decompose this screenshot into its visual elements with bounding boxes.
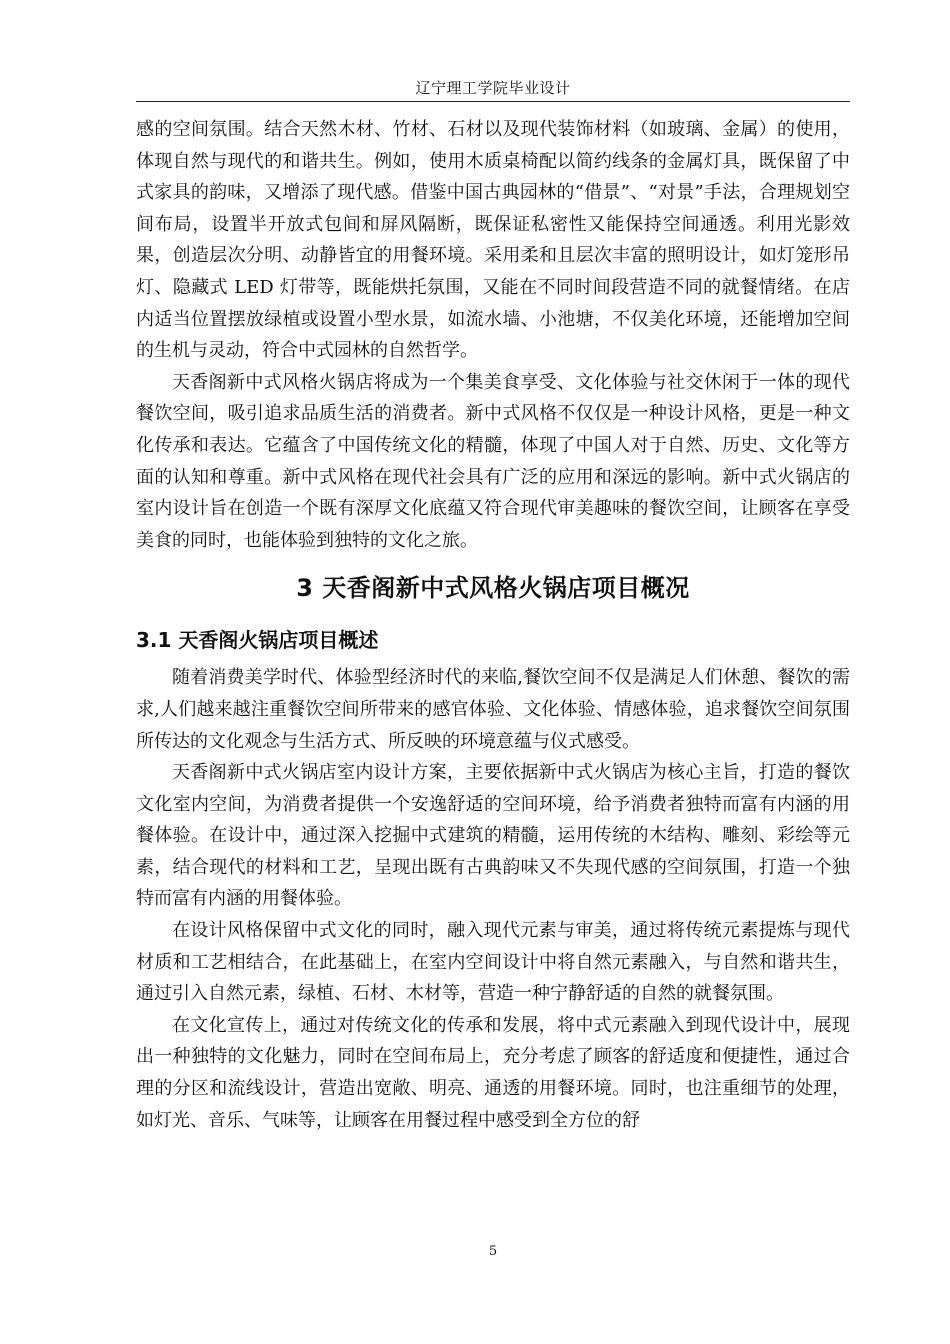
section-paragraph: 天香阁新中式火锅店室内设计方案，主要依据新中式火锅店为核心主旨，打造的餐饮文化室内空间，为消费者提供一个安逸舒适的空间环境，给予消费者独特而富有内涵的用餐体验。在设计中，通过深入挖掘中式建筑的精髓，运用传统的木结构、雕刻、彩绘等元素，结合现代的材料和工艺，呈现出既有古典韵味又不失现代感的空间氛围，打造一个独特而富有内涵的用餐体验。 [136, 762, 850, 910]
running-header: 辽宁理工学院毕业设计 [415, 79, 571, 97]
section-title: 3.1 天香阁火锅店项目概述 [136, 628, 379, 653]
summary-paragraph: 天香阁新中式风格火锅店将成为一个集美食享受、文化体验与社交休闲于一体的现代餐饮空间，吸引追求品质生活的消费者。新中式风格不仅仅是一种设计风格，更是一种文化传承和表达。它蕴含了中国传统文化的精髓，体现了中国人对于自然、历史、文化等方面的认知和尊重。新中式风格在现代社会具有广泛的应用和深远的影响。新中式火锅店的室内设计旨在创造一个既有深厚文化底蕴又符合现代审美趣味的餐饮空间，让顾客在享受美食的同时，也能体验到独特的文化之旅。 [136, 371, 850, 551]
section-paragraph: 在文化宣传上，通过对传统文化的传承和发展，将中式元素融入到现代设计中，展现出一种独特的文化魅力，同时在空间布局上，充分考虑了顾客的舒适度和便捷性，通过合理的分区和流线设计，营造出宽敞、明亮、通透的用餐环境。同时，也注重细节的处理，如灯光、音乐、气味等，让顾客在用餐过程中感受到全方位的舒 [136, 1014, 850, 1131]
chapter-title: 3 天香阁新中式风格火锅店项目概况 [296, 574, 690, 603]
page-content [136, 114, 850, 1136]
page-number: 5 [488, 1244, 498, 1259]
section-paragraph: 在设计风格保留中式文化的同时，融入现代元素与审美，通过将传统元素提炼与现代材质和工艺相结合，在此基础上，在室内空间设计中将自然元素融入，与自然和谐共生，通过引入自然元素，绿植、石材、木材等，营造一种宁静舒适的自然的就餐氛围。 [136, 920, 850, 1005]
header-divider [136, 101, 850, 102]
continuation-paragraph: 感的空间氛围。结合天然木材、竹材、石材以及现代装饰材料（如玻璃、金属）的使用，体现自然与现代的和谐共生。例如，使用木质桌椅配以简约线条的金属灯具，既保留了中式家具的韵味，又增添了现代感。借鉴中国古典园林的“借景”、“对景”手法，合理规划空间布局，设置半开放式包间和屏风隔断，既保证私密性又能保持空间通透。利用光影效果，创造层次分明、动静皆宜的用餐环境。采用柔和且层次丰富的照明设计，如灯笼形吊灯、隐藏式 LED 灯带等，既能烘托氛围，又能在不同时间段营造不同的就餐情绪。在店内适当位置摆放绿植或设置小型水景，如流水墙、小池塘，不仅美化环境，还能增加空间的生机与灵动，符合中式园林的自然哲学。 [136, 119, 850, 362]
section-paragraph: 随着消费美学时代、体验型经济时代的来临,餐饮空间不仅是满足人们休憩、餐饮的需求,人们越来越注重餐饮空间所带来的感官体验、文化体验、情感体验，追求餐饮空间氛围所传达的文化观念与生活方式、所反映的环境意蕴与仪式感受。 [136, 667, 850, 752]
